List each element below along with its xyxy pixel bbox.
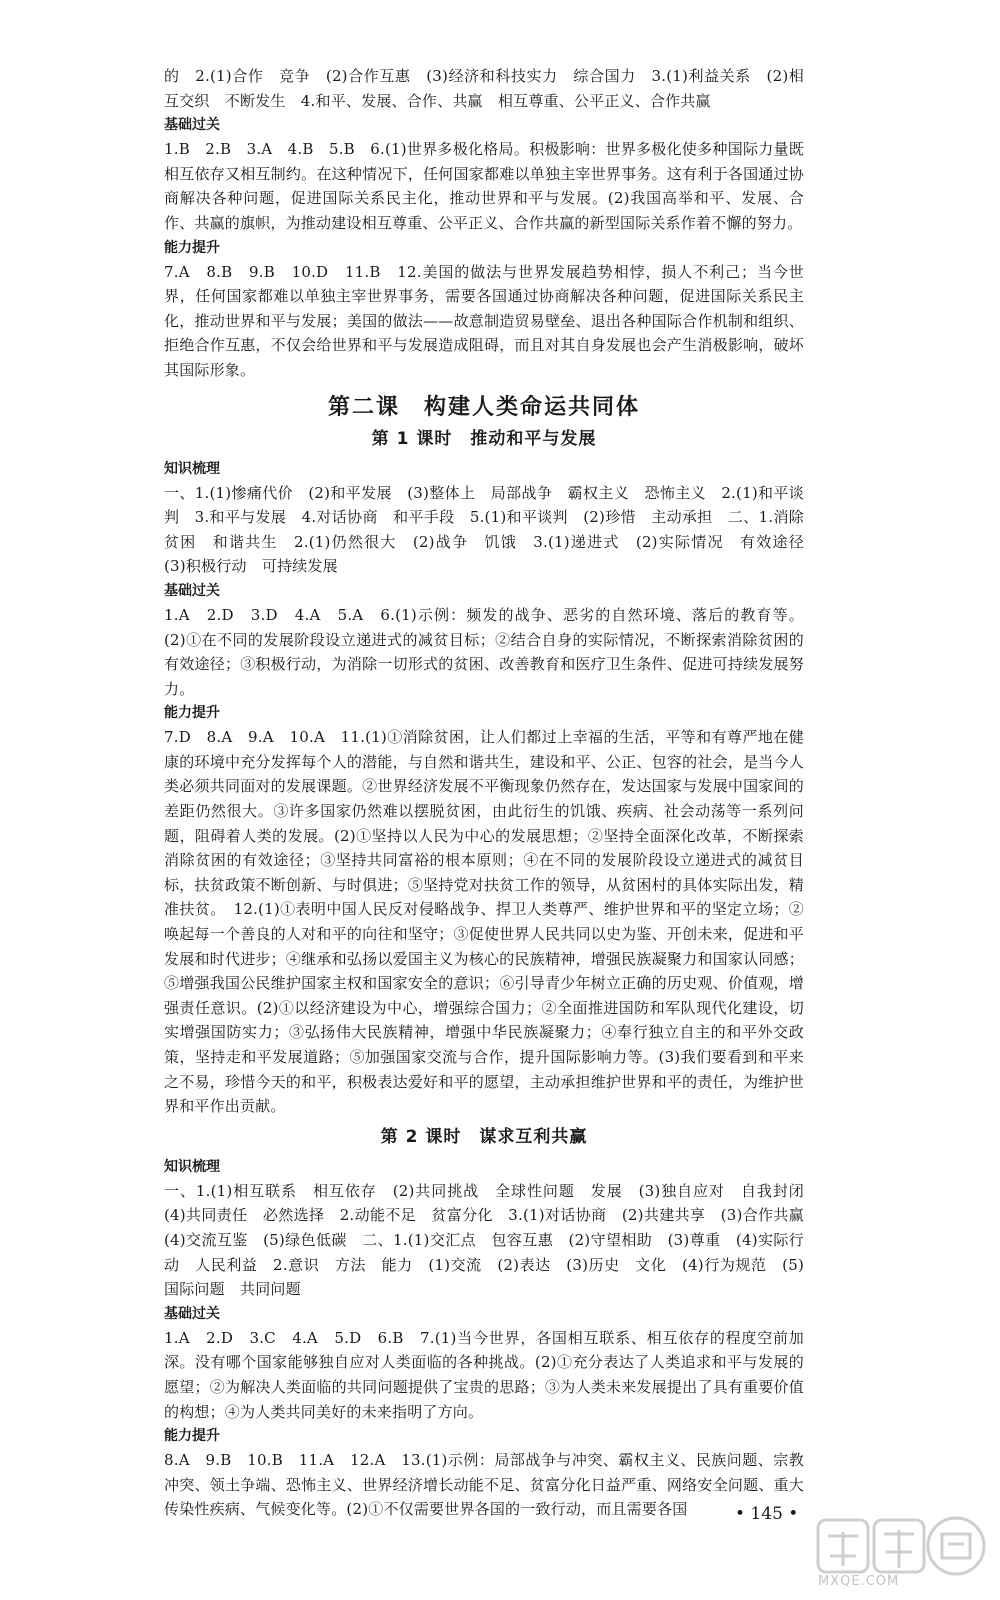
answer-paragraph: 1.B 2.B 3.A 4.B 5.B 6.(1)世界多极化格局。积极影响：世界多极化使多种国际力量既相互依存又相互制约。在这种情况下，任何国家都难以单独主宰世界事务。这有利于各国通过协商解决各种问题，促进国际关系民主化，推动世界和平与发展。(2)我国高举和平、发展、合作、共赢的旗帜，为推动建设相互尊重、公平正义、合作共赢的新型国际关系作着不懈的努力。 [164,140,804,232]
section-heading-basic: 基础过关 [164,117,220,134]
section-heading-advanced: 能力提升 [164,705,220,722]
lesson-title: 第二课 构建人类命运共同体 [327,394,640,420]
section-heading-knowledge: 知识梳理 [164,460,220,477]
answer-paragraph: 的 2.(1)合作 竞争 (2)合作互惠 (3)经济和科技实力 综合国力 3.(1)利益关系 (2)相互交织 不断发生 4.和平、发展、合作、共赢 相互尊重、公平正义、合作共赢 [164,67,804,110]
answer-paragraph: 一、1.(1)惨痛代价 (2)和平发展 (3)整体上 局部战争 霸权主义 恐怖主义 2.(1)和平谈判 3.和平与发展 4.对话协商 和平手段 5.(1)和平谈判 (2)珍惜 主动承担 二、1.消除贫困 和谐共生 2.(1)仍然很大 (2)战争 饥饿 3.(1)递进式 (2)实际情况 有效途径 (3)积极行动 可持续发展 [164,483,820,576]
answer-paragraph: 一、1.(1)相互联系 相互依存 (2)共同挑战 全球性问题 发展 (3)独自应对 自我封闭 (4)共同责任 必然选择 2.动能不足 贫富分化 3.(1)对话协商 (2)共建共享 (3)合作共赢 (4)交流互鉴 (5)绿色低碳 二、1.(1)交汇点 包容互惠 (2)守望相助 (3)尊重 (4)实际行动 人民利益 2.意识 方法 能力 (1)交流 (2)表达 (3)历史 文化 (4)行为规范 (5)国际问题 共同问题 [164,1181,820,1299]
answer-paragraph: 8.A 9.B 10.B 11.A 12.A 13.(1)示例：局部战争与冲突、霸权主义、民族问题、宗教冲突、领土争端、恐怖主义、世界经济增长动能不足、贫富分化日益严重、网络安全问题、重大传染性疾病、气候变化等。(2)①不仅需要世界各国的一致行动，而且需要各国 [164,1451,804,1519]
section-heading-knowledge: 知识梳理 [164,1158,220,1175]
period-title: 第 2 课时 谋求互利共赢 [380,1126,588,1147]
section-heading-advanced: 能力提升 [164,239,220,256]
answer-paragraph: 1.A 2.D 3.D 4.A 5.A 6.(1)示例：频发的战争、恶劣的自然环境、落后的教育等。(2)①在不同的发展阶段设立递进式的减贫目标；②结合自身的实际情况，不断探索消除贫困的有效途径；③积极行动，为消除一切形式的贫困、改善教育和医疗卫生条件、促进可持续发展努力。 [164,605,804,698]
answer-paragraph: 7.D 8.A 9.A 10.A 11.(1)①消除贫困，让人们都过上幸福的生活，平等和有尊严地在健康的环境中充分发挥每个人的潜能，与自然和谐共生，建设和平、公正、包容的社会，是当今人类必须共同面对的发展课题。②世界经济发展不平衡现象仍然存在，发达国家与发展中国家间的差距仍然很大。③许多国家仍然难以摆脱贫困，由此衍生的饥饿、疾病、社会动荡等一系列问题，阻碍着人类的发展。(2)①坚持以人民为中心的发展思想；②坚持全面深化改革，不断探索消除贫困的有效途径；③坚持共同富裕的根本原则；④在不同的发展阶段设立递进式的减贫目标，扶贫政策不断创新、与时俱进；⑤坚持党对扶贫工作的领导，从贫困村的具体实际出发，精准扶贫。 12.(1)①表明中国人民反对侵略战争、捍卫人类尊严、维护世界和平的坚定立场；②唤起每一个善良的人对和平的向往和坚守；③促使世界人民共同以史为鉴、开创未来，促进和平发展和时代进步；④继承和弘扬以爱国主义为核心的民族精神，增强民族凝聚力和国家认同感；⑤增强我国公民维护国家主权和国家安全的意识；⑥引导青少年树立正确的历史观、价值观，增强责任意识。(2)①以经济建设为中心，增强综合国力；②全面推进国防和军队现代化建设，切实增强国防实力；③弘扬伟大民族精神，增强中华民族凝聚力；④奉行独立自主的和平外交政策，坚持走和平发展道路；⑤加强国家交流与合作，提升国际影响力等。(3)我们要看到和平来之不易，珍惜今天的和平，积极表达爱好和平的愿望，主动承担维护世界和平的责任，为维护世界和平作出贡献。 [164,728,804,1116]
section-heading-basic: 基础过关 [164,1305,220,1322]
period-title: 第 1 课时 推动和平与发展 [371,428,597,449]
section-heading-advanced: 能力提升 [164,1428,220,1445]
answer-column [164,64,820,1522]
section-heading-basic: 基础过关 [164,582,220,599]
page-number: • 145 • [735,1504,799,1524]
answer-paragraph: 1.A 2.D 3.C 4.A 5.D 6.B 7.(1)当今世界，各国相互联系、相互依存的程度空前加深。没有哪个国家能够独自应对人类面临的各种挑战。(2)①充分表达了人类追求和平与发展的愿望；②为解决人类面临的共同问题提供了宝贵的思路；③为人类未来发展提出了具有重要价值的构想；④为人类共同美好的未来指明了方向。 [164,1328,804,1421]
answer-paragraph: 7.A 8.B 9.B 10.D 11.B 12.美国的做法与世界发展趋势相悖，损人不利己；当今世界，任何国家都难以单独主宰世界事务，需要各国通过协商解决各种问题，促进国际关系民主化，推动世界和平与发展；美国的做法——故意制造贸易壁垒、退出各种国际合作机制和组织、拒绝合作互惠，不仅会给世界和平与发展造成阻碍，而且对其自身发展也会产生消极影响，破坏其国际形象。 [164,262,804,379]
watermark-url: MXQE.COM [818,1574,900,1589]
